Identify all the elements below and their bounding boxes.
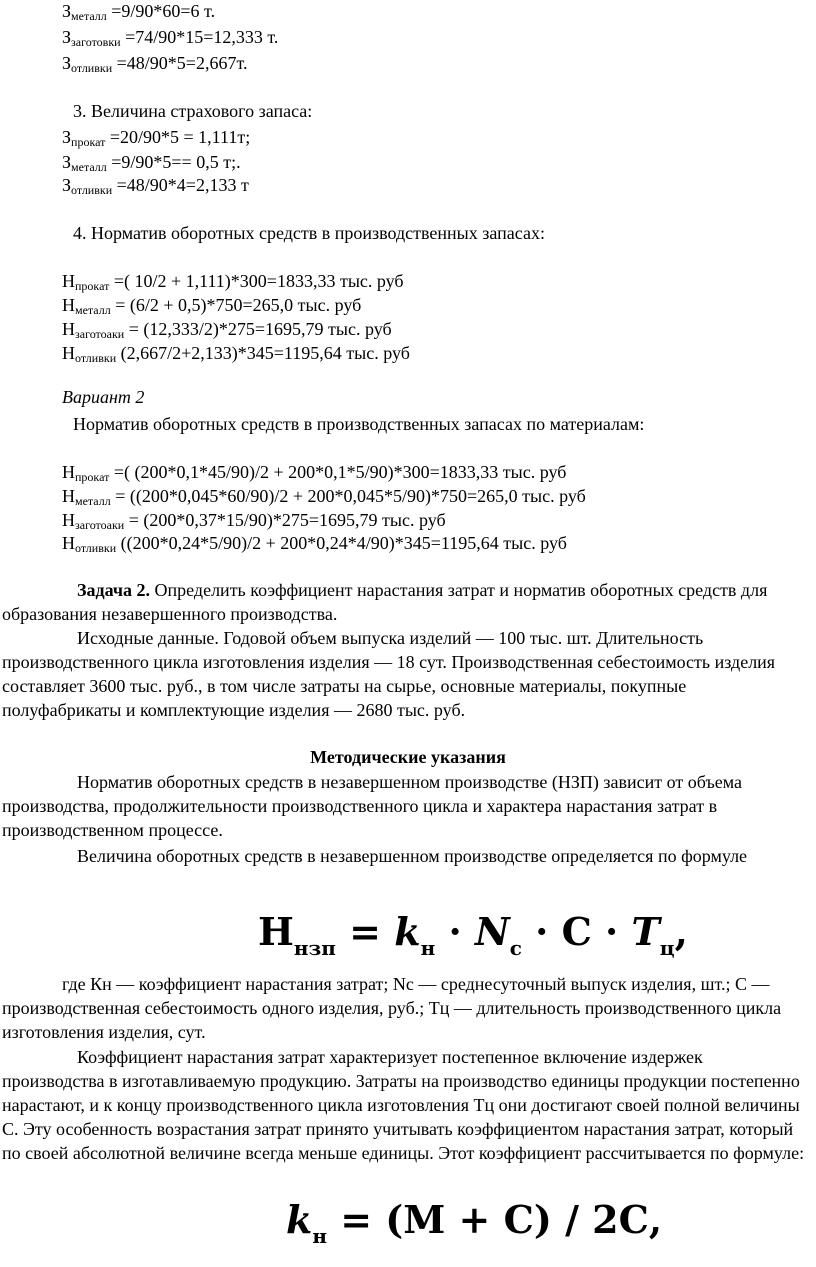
calc-line: Зметалл =9/90*5== 0,5 т;. — [62, 152, 241, 174]
calc-line: Зпрокат =20/90*5 = 1,111т; — [62, 127, 251, 149]
calc-line: Ззаготовки =74/90*15=12,333 т. — [62, 27, 279, 49]
task-paragraph: Задача 2. Определить коэффициент нарастания затрат и норматив оборотных средств для образования незавершенного производства. — [2, 580, 768, 624]
formula-kn: $k_н = (М + С) / 2С$, — [286, 1197, 663, 1248]
calc-line: Нотливки ((200*0,24*5/90)/2 + 200*0,24*4/90)*345=1195,64 тыс. руб — [62, 533, 567, 555]
definitions-paragraph: где Кн — коэффициент нарастания затрат; Nс — среднесуточный выпуск изделия, шт.; С — производственная себестоимость одного изделия, руб.; Тц — длительность производственного цикла изготовления изделия, сут. — [2, 974, 782, 1042]
calc-line: Нзаготоаки = (200*0,37*15/90)*275=1695,79 тыс. руб — [62, 510, 446, 532]
calc-line: Зотливки =48/90*4=2,133 т — [62, 175, 249, 197]
initial-data-paragraph: Исходные данные. Годовой объем выпуска изделий — 100 тыс. шт. Длительность производственного цикла изготовления изделия — 18 сут. Производственная себестоимость изделия составляет 3600 тыс. руб., в том числе затраты на сырье, основные материалы, покупные полуфабрикаты и комплектующие изделия — 2680 тыс. руб. — [2, 628, 776, 720]
section-heading: 3. Величина страхового запаса: — [73, 101, 313, 121]
calc-line: Нзаготоаки = (12,333/2)*275=1695,79 тыс. руб — [62, 319, 392, 341]
calc-line: Нметалл = ((200*0,045*60/90)/2 + 200*0,045*5/90)*750=265,0 тыс. руб — [62, 486, 586, 508]
calc-line: Нпрокат =( 10/2 + 1,111)*300=1833,33 тыс. руб — [62, 271, 404, 293]
method-paragraph: Величина оборотных средств в незавершенном производстве определяется по формуле — [77, 846, 748, 866]
methodical-heading: Методические указания — [310, 747, 506, 767]
calc-line: Нпрокат =( (200*0,1*45/90)/2 + 200*0,1*5/90)*300=1833,33 тыс. руб — [62, 462, 567, 484]
section-heading: 4. Норматив оборотных средств в производственных запасах: — [73, 223, 545, 243]
section-heading: Норматив оборотных средств в производственных запасах по материалам: — [73, 414, 645, 434]
formula-nzp: $Н_{нзп} = k_н \cdot N_с \cdot С \cdot T_ц$, — [258, 909, 688, 960]
calc-line: Зотливки =48/90*5=2,667т. — [62, 53, 248, 75]
calc-line: Нотливки (2,667/2+2,133)*345=1195,64 тыс. руб — [62, 343, 410, 365]
calc-line: Нметалл = (6/2 + 0,5)*750=265,0 тыс. руб — [62, 295, 362, 317]
coefficient-paragraph: Коэффициент нарастания затрат характеризует постепенное включение издержек производства в изготавливаемую продукцию. Затраты на производство единицы продукции постепенно нарастают, и к концу производственного цикла изготовления Тц они достигают своей полной величины С. Эту особенность возрастания затрат принято учитывать коэффициентом нарастания затрат, который по своей абсолютной величине всегда меньше единицы. Этот коэффициент рассчитывается по формуле: — [2, 1047, 805, 1163]
calc-line: Зметалл =9/90*60=6 т. — [62, 1, 216, 23]
variant-title: Вариант 2 — [62, 387, 145, 407]
method-paragraph: Норматив оборотных средств в незавершенном производстве (НЗП) зависит от объема производства, продолжительности производственного цикла и характера нарастания затрат в производственном процессе. — [2, 772, 743, 840]
